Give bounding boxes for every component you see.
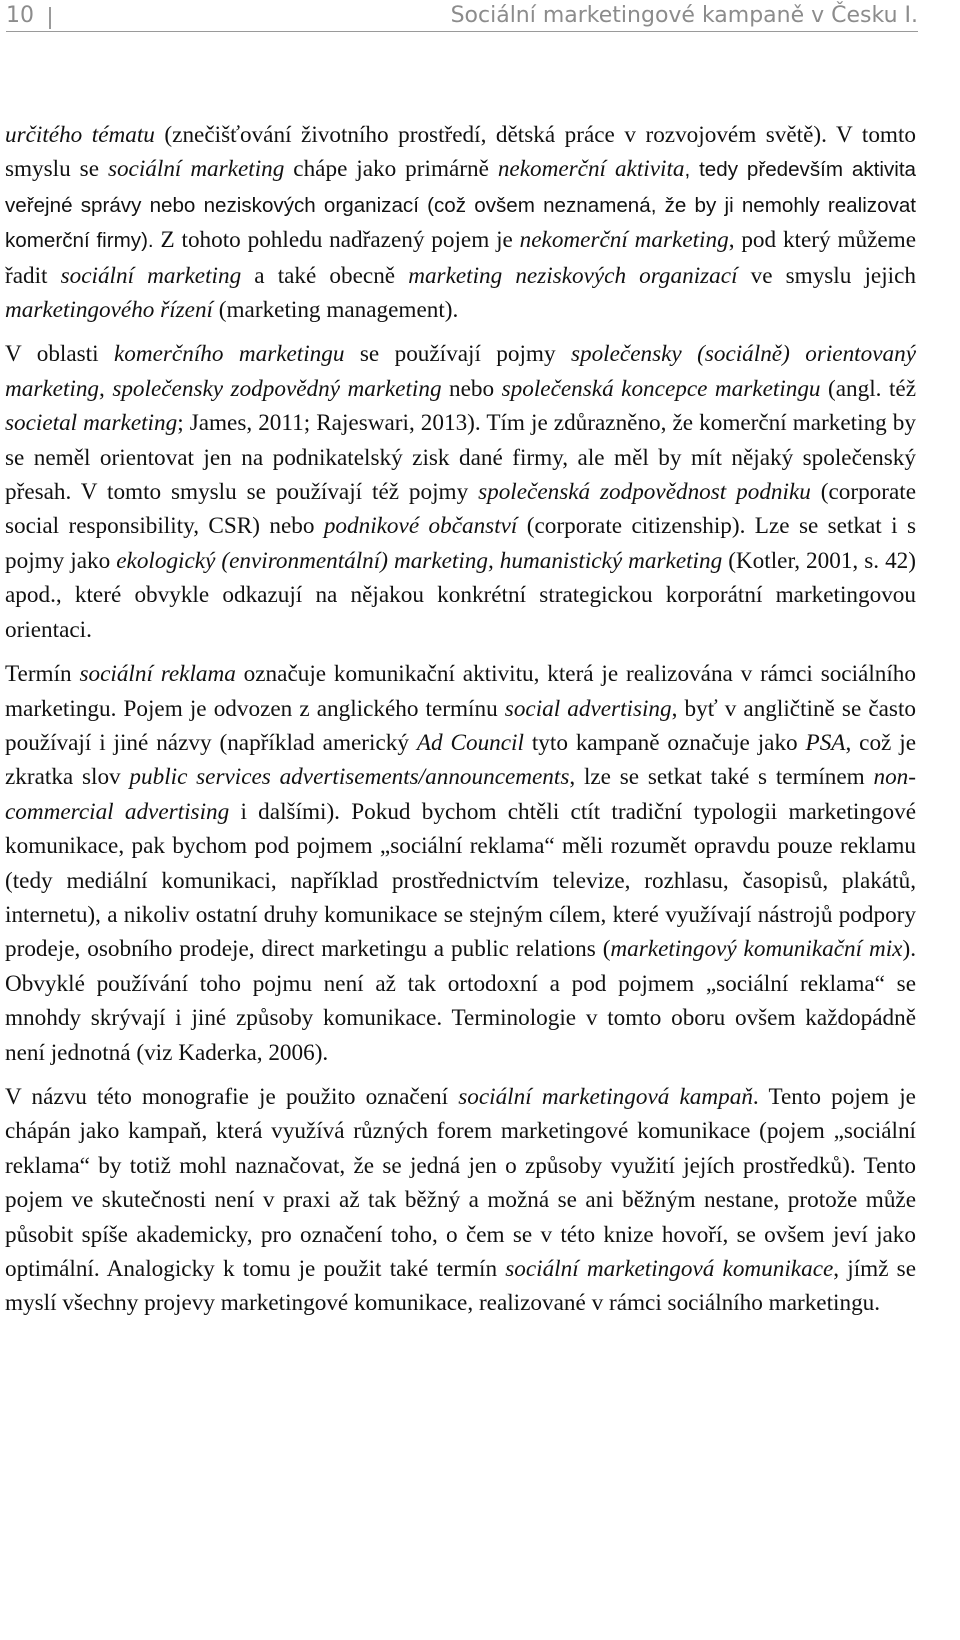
emphasized-term: PSA bbox=[805, 729, 846, 756]
text-run: i dalšími). Pokud bychom chtěli ctít tradiční typologii marketingové komunikace, pak bychom pod pojmem „sociální reklama“ měli rozumět opravdu pouze reklamu (tedy mediální komunikaci, například prostřednictvím televize, rozhlasu, časopisů, plakátů, internetu), a nikoliv ostatní druhy komunikace se stejným cílem, které využívají nástrojů podpory prodeje, osobního prodeje, direct marketingu a public relations ( bbox=[5, 798, 916, 963]
paragraph-2 bbox=[5, 337, 916, 647]
text-run: (marketing management). bbox=[213, 297, 459, 324]
text-run: nebo bbox=[441, 375, 502, 402]
emphasized-term: sociální marketingová komunikace bbox=[505, 1256, 834, 1282]
text-run: , což je zkratka slov bbox=[5, 729, 916, 791]
emphasized-term: sociální marketing bbox=[107, 156, 285, 183]
emphasized-term: nekomerční aktivita bbox=[497, 156, 685, 183]
emphasized-term: social advertising bbox=[504, 695, 672, 722]
emphasized-term: podnikové občanství bbox=[323, 513, 518, 540]
emphasized-term: Ad Council bbox=[416, 729, 524, 756]
paragraph-4 bbox=[5, 1080, 916, 1321]
emphasized-term: společenská koncepce marketingu bbox=[501, 375, 821, 402]
body-text bbox=[5, 118, 916, 1331]
emphasized-term: sociální marketing bbox=[60, 262, 242, 289]
emphasized-term: nekomerční marketing bbox=[519, 227, 729, 254]
text-run: , lze se setkat také s termínem bbox=[569, 764, 874, 791]
page-number: 10 bbox=[6, 3, 34, 28]
text-run: Termín bbox=[5, 661, 80, 688]
text-run: (Kotler, 2001, s. 42) apod., které obvykle odkazují na nějakou konkrétní strategickou korporátní marketingovou orientaci. bbox=[5, 547, 916, 643]
text-run: označuje komunikační aktivitu, která je realizována v rámci sociálního marketingu. Pojem je odvozen z anglického termínu bbox=[5, 661, 916, 722]
text-run: , pod který můžeme řadit bbox=[5, 227, 916, 289]
text-run: (znečišťování životního prostředí, dětská práce v rozvojovém světě). V tomto smyslu se bbox=[5, 122, 916, 183]
text-run: , jímž se myslí všechny projevy marketingové komunikace, realizované v rámci sociálního marketingu. bbox=[5, 1256, 916, 1317]
text-run: chápe jako primárně bbox=[284, 156, 498, 183]
emphasized-term: sociální reklama bbox=[79, 661, 236, 688]
emphasized-term: společenská zodpovědnost podniku bbox=[478, 479, 811, 506]
paragraph-1 bbox=[5, 118, 916, 327]
text-run: . Tento pojem je chápán jako kampaň, která využívá různých forem marketingové komunikace (pojem „sociální reklama“ by totiž mohl naznačovat, že se jedná jen o způsoby využití jejích prostředků). Tento pojem ve skutečnosti není v praxi až tak běžný a možná se ani běžným nestane, protože může působit spíše akademicky, pro označení toho, o čem se v této knize hovoří, se ovšem jeví jako optimální. Analogicky k tomu je použit také termín bbox=[5, 1083, 916, 1282]
emphasized-term: public services advertisements/announcements bbox=[129, 764, 570, 791]
text-run: tyto kampaně označuje jako bbox=[523, 729, 806, 756]
text-run: ; James, 2011; Rajeswari, 2013). Tím je zdůrazněno, že komerční marketing by se neměl orientovat jen na podnikatelský zisk dané firmy, ale měl by mít nějaký společenský přesah. V tomto smyslu se používají též pojmy bbox=[5, 410, 916, 506]
text-run: , byť v angličtině se často používají i jiné názvy (například americký bbox=[5, 695, 916, 756]
text-run: V oblasti bbox=[5, 341, 114, 368]
text-run: (angl. též bbox=[820, 375, 917, 402]
running-title: Sociální marketingové kampaně v Česku I. bbox=[450, 3, 918, 28]
emphasized-term: marketingový komunikační mix bbox=[610, 936, 903, 963]
text-run: (corporate social responsibility, CSR) nebo bbox=[5, 479, 917, 540]
emphasized-term: marketing neziskových organizací bbox=[408, 262, 738, 289]
text-run: V názvu této monografie je použito označení bbox=[5, 1083, 459, 1110]
emphasized-term: non-commercial advertising bbox=[5, 764, 916, 825]
paragraph-3 bbox=[5, 657, 916, 1070]
text-run: Z tohoto pohledu nadřazený pojem je bbox=[153, 227, 520, 254]
emphasized-term: určitého tématu bbox=[5, 122, 155, 148]
header-separator bbox=[49, 7, 51, 29]
emphasized-term: sociální marketingová kampaň bbox=[458, 1083, 753, 1110]
text-run: a také obecně bbox=[241, 262, 409, 289]
text-run: se používají pojmy bbox=[344, 341, 571, 368]
emphasized-term: společensky (sociálně) orientovaný marketing, společensky zodpovědný marketing bbox=[5, 341, 916, 402]
text-run: (corporate citizenship). Lze se setkat i s pojmy jako bbox=[5, 513, 916, 574]
emphasized-term: societal marketing bbox=[5, 410, 178, 437]
emphasized-term: marketingového řízení bbox=[5, 297, 213, 324]
text-run: ). Obvyklé používání toho pojmu není až tak ortodoxní a pod pojmem „sociální reklama“ se mnohdy skrývají i jiné způsoby komunikace. Terminologie v tomto oboru ovšem každopádně není jednotná (viz Kaderka, 2006). bbox=[5, 936, 916, 1066]
text-run: , tedy především aktivita veřejné správy nebo neziskových organizací (což ovšem neznamená, že by ji nemohly realizovat komerční firmy). bbox=[5, 158, 916, 253]
emphasized-term: komerčního marketingu bbox=[113, 341, 345, 368]
emphasized-term: ekologický (environmentální) marketing, humanistický marketing bbox=[116, 547, 723, 574]
text-run: ve smyslu jejich bbox=[737, 262, 916, 289]
page-header bbox=[6, 4, 918, 32]
